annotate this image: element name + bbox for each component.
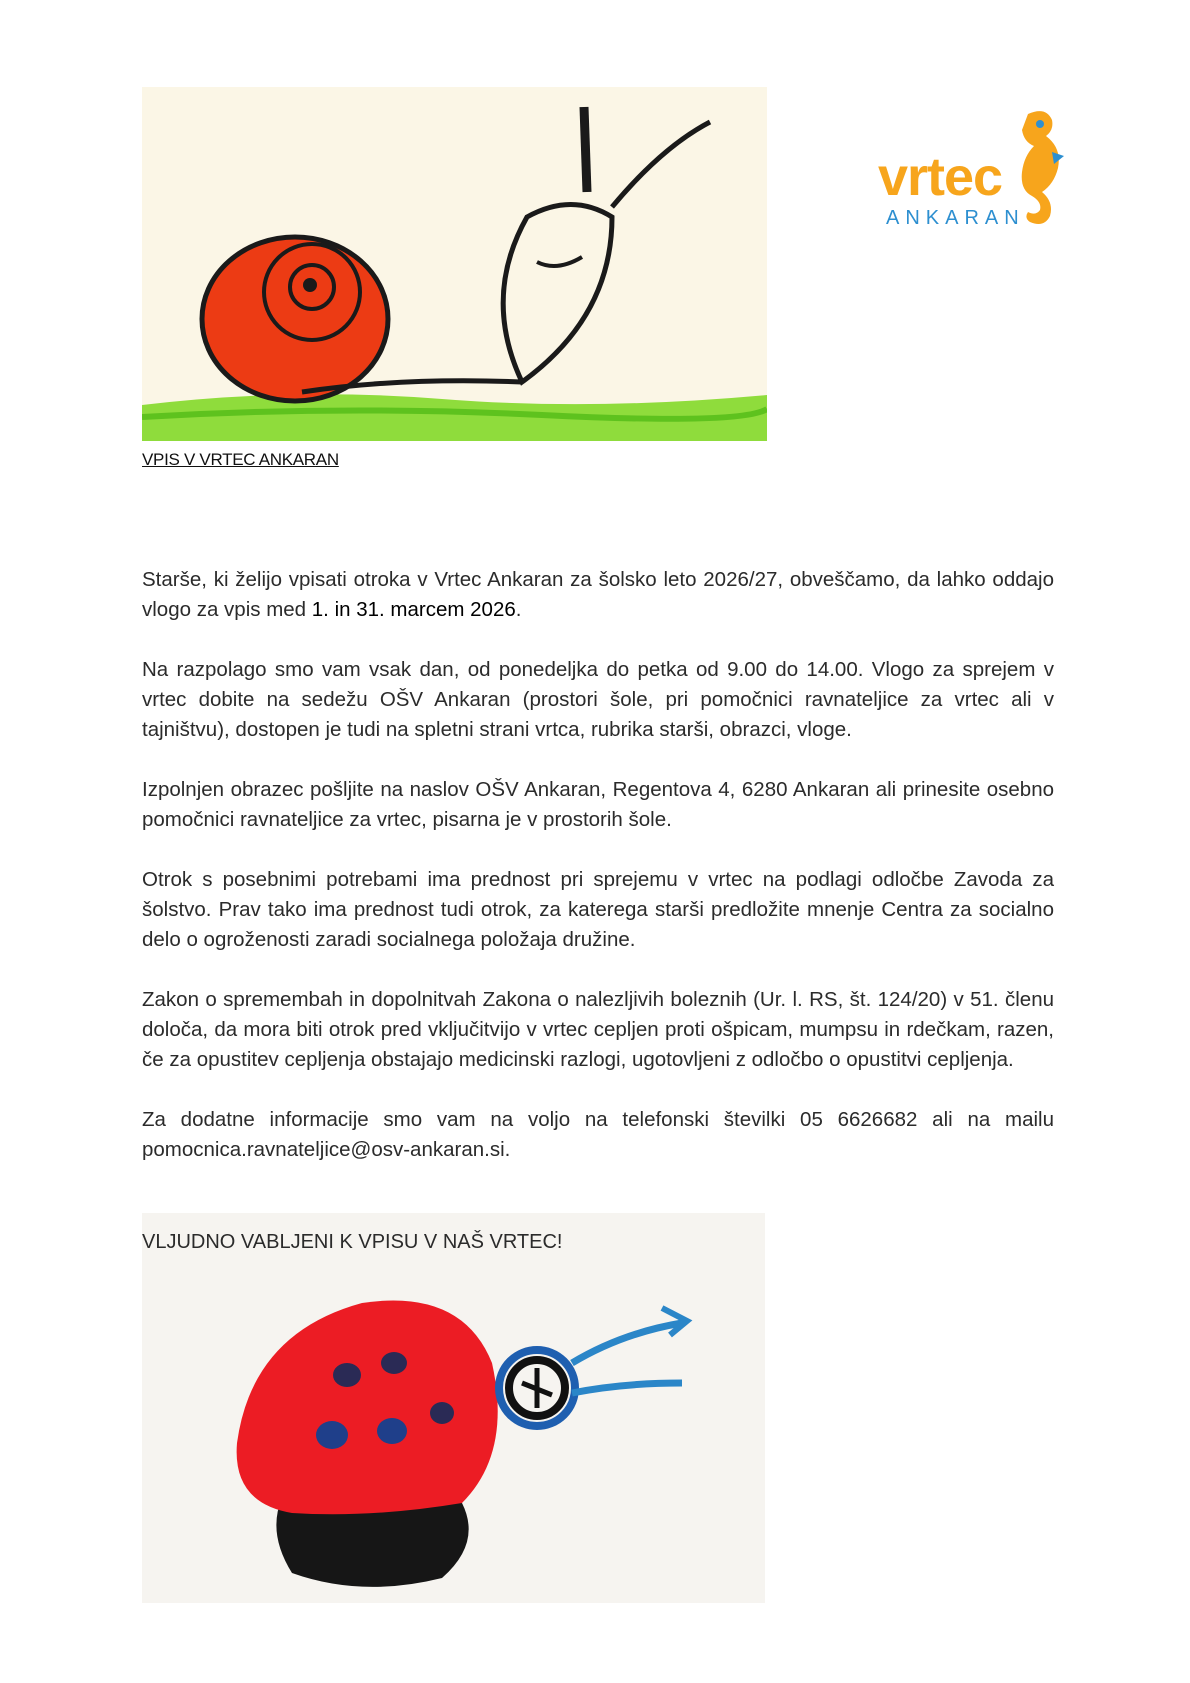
- seahorse-icon: [1006, 106, 1068, 230]
- enrollment-dates: 1. in 31. marcem 2026: [311, 598, 516, 621]
- ladybug-drawing-image: [142, 1213, 765, 1603]
- invitation-text: VLJUDNO VABLJENI K VPISU V NAŠ VRTEC!: [142, 1231, 563, 1253]
- paragraph-priority: Otrok s posebnimi potrebami ima prednost pri sprejemu v vrtec na podlagi odločbe Zavoda za šolstvo. Prav tako ima prednost tudi otrok, za katerega starši predložite mnenje Centra za socialno delo o ogroženosti zaradi socialnega položaja družine.: [142, 868, 1054, 951]
- paragraph-contact: Za dodatne informacije smo vam na voljo na telefonski številki 05 6626682 ali na mailu pomocnica.ravnateljice@osv-ankaran.si.: [142, 1108, 1054, 1161]
- paragraph-office-hours: Na razpolago smo vam vsak dan, od ponedeljka do petka od 9.00 do 14.00. Vlogo za sprejem v vrtec dobite na sedežu OŠV Ankaran (prostori šole, pri pomočnici ravnateljice za vrtec ali v tajništvu), dostopen je tudi na spletni strani vrtca, rubrika starši, obrazci, vloge.: [142, 658, 1054, 741]
- announcement-body: [142, 565, 1054, 1195]
- paragraph-submission: Izpolnjen obrazec pošljite na naslov OŠV Ankaran, Regentova 4, 6280 Ankaran ali prinesite osebno pomočnici ravnateljice za vrtec, pisarna je v prostorih šole.: [142, 778, 1054, 831]
- logo-word: vrtec: [878, 147, 1003, 207]
- paragraph-enrollment: Starše, ki želijo vpisati otroka v Vrtec Ankaran za šolsko leto 2026/27, obveščamo, da lahko oddajo vlogo za vpis med 1. in 31. marcem 2026.: [142, 568, 1054, 621]
- vrtec-ankaran-logo: [878, 106, 1078, 234]
- page-heading: VPIS V VRTEC ANKARAN: [142, 450, 339, 469]
- logo-subtitle: ANKARAN: [886, 207, 1025, 229]
- snail-drawing-image: [142, 87, 767, 441]
- paragraph-vaccination: Zakon o spremembah in dopolnitvah Zakona o nalezljivih boleznih (Ur. l. RS, št. 124/20) v 51. členu določa, da mora biti otrok pred vključitvijo v vrtec cepljen proti ošpicam, mumpsu in rdečkam, razen, če za opustitev cepljenja obstajajo medicinski razlogi, ugotovljeni z odločbo o opustitvi cepljenja.: [142, 988, 1054, 1071]
